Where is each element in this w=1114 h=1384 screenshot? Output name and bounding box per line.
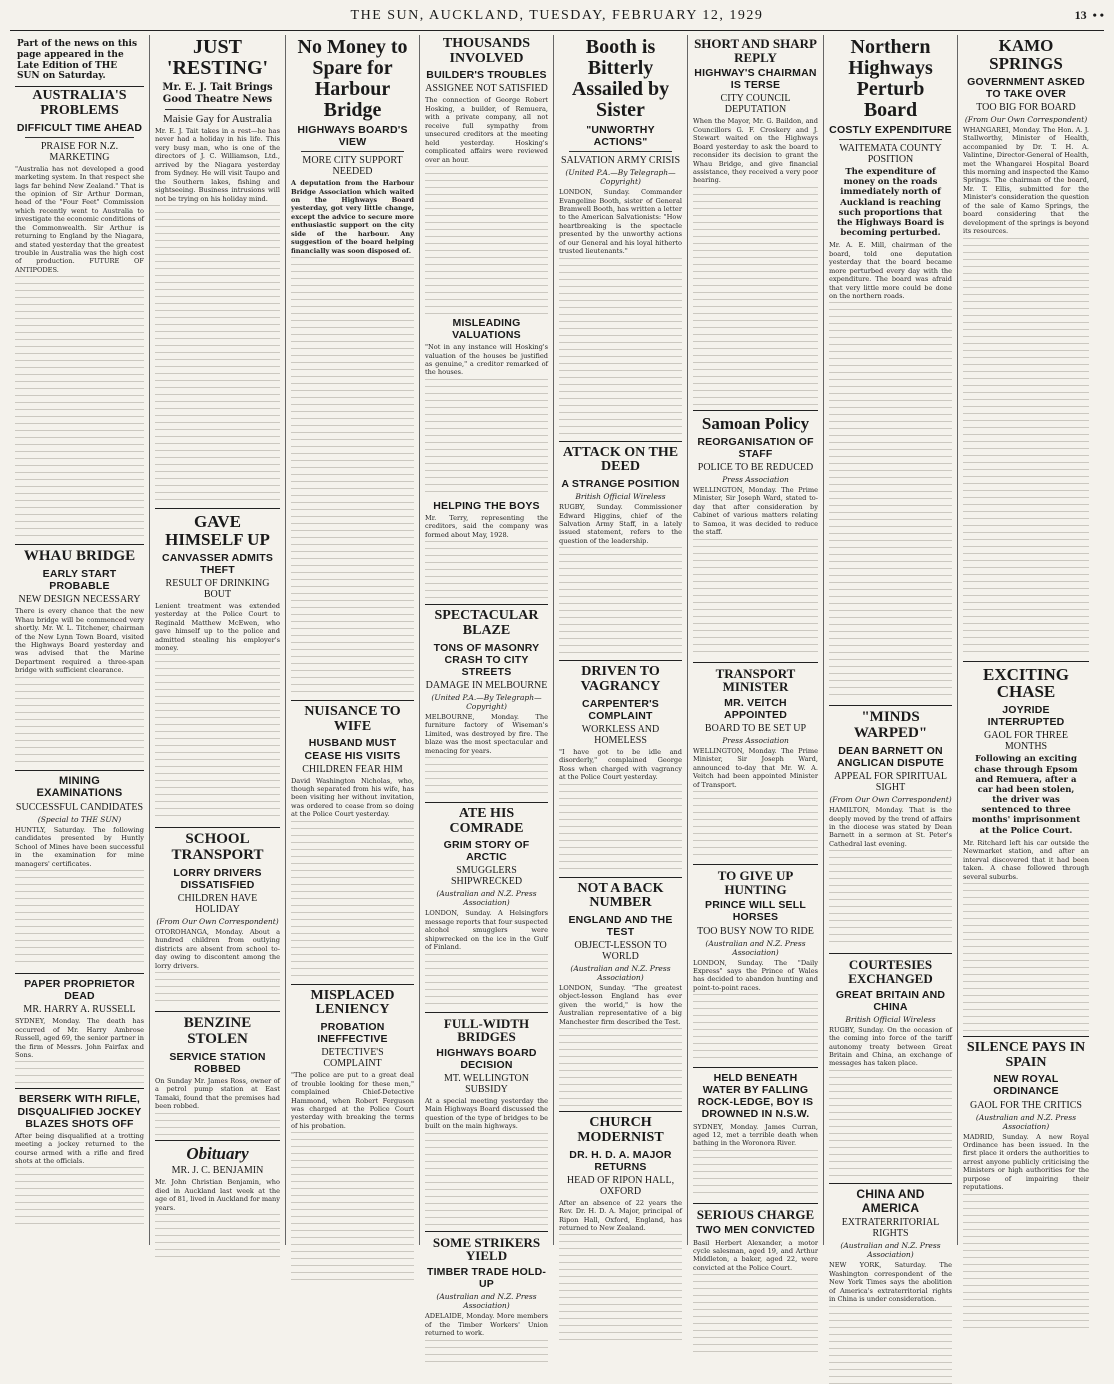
subheadline-2: PRAISE FOR N.Z. MARKETING	[40, 140, 119, 163]
article-booth-assailed	[559, 37, 682, 436]
article-body: RUGBY, Sunday. On the occasion of the coming into force of the tariff autonomy treaty between Great Britain and China, an exchange of messages has taken place.	[829, 1025, 952, 1068]
article-body: Mr. E. J. Tait takes in a rest—he has never had a holiday in his life. This very busy man, who is one of the directors of J. C. Williamson, Ltd., arrived by the Niagara yesterday from Sydney. He will visit Taupo and the Southern lakes, fishing and sightseeing. Business intrusions will not be trying on his holiday mind.	[155, 127, 280, 203]
article-china-america	[829, 1188, 952, 1384]
headline: Booth is Bitterly Assailed by Sister	[571, 36, 670, 121]
article-driven-to-vagrancy	[559, 665, 682, 871]
headline: BENZINE STOLEN	[183, 1015, 252, 1047]
column-8	[958, 35, 1094, 1245]
late-edition-notice: Part of the news on this page appeared in the Late Edition of THE SUN on Saturday.	[15, 35, 144, 87]
subheadline: LORRY DRIVERS DISSATISFIED	[173, 866, 262, 891]
subheadline: GOVERNMENT ASKED TO TAKE OVER	[967, 75, 1085, 100]
subheadline: TIMBER TRADE HOLD-UP	[426, 1266, 547, 1291]
subheadline-2: GAOL FOR THREE MONTHS	[984, 730, 1068, 753]
article-body: Mr. A. E. Mill, chairman of the board, told one deputation yesterday that the board became more perturbed every day with the expenditure. The board was afraid that very little more could be done on the northern roads.	[829, 241, 952, 300]
article-ate-his-comrade	[425, 807, 548, 1007]
article-body-2: "Not in any instance will Hosking's valuation of the houses be justified as genuine," a creditor remarked of the houses.	[425, 343, 548, 377]
article-body: David Washington Nicholas, who, though separated from his wife, has been visiting her without invitation, was ordered to cease from so doing at the Police Court yesterday.	[291, 776, 414, 819]
article-body: WELLINGTON, Monday. The Prime Minister, Sir Joseph Ward, stated to-day that after consideration by Cabinet of various matters relating to Samoa, it was decided to reduce the staff.	[693, 485, 818, 537]
columns	[10, 35, 1104, 1338]
article-body: MELBOURNE, Monday. The furniture factory of Wiseman's Limited, was destroyed by fire. The blaze was the most spectacular and menacing for years.	[425, 712, 548, 755]
column-1	[10, 35, 150, 1245]
credit: (United P.A.—By Telegraph—Copyright)	[565, 168, 676, 187]
article-spectacular-blaze	[425, 609, 548, 797]
article-obituary	[155, 1145, 280, 1263]
headline: TRANSPORT MINISTER	[715, 665, 796, 695]
article-harbour-bridge	[291, 37, 414, 695]
article-some-strikers-yield	[425, 1236, 548, 1368]
article-text-continued	[15, 274, 144, 539]
article-body: HAMILTON, Monday. That is the deeply moved by the trend of affairs in the diocese was stated by Dean Barnett in a sermon at St. Peter's Cathedral last evening.	[829, 806, 952, 848]
page-number: 13 • •	[1074, 8, 1104, 22]
article-text-continued	[829, 300, 952, 700]
headline: KAMO SPRINGS	[989, 36, 1063, 73]
article-body: Mr. John Christian Benjamin, who died in Auckland last week at the age of 81, lived in Auckland for many years.	[155, 1178, 280, 1212]
article-not-a-back-number	[559, 882, 682, 1107]
headline: GAVE HIMSELF UP	[165, 511, 270, 549]
credit: (Australian and N.Z. Press Association)	[840, 1241, 941, 1260]
subheadline: HIGHWAYS BOARD DECISION	[436, 1046, 537, 1071]
subheadline: DEAN BARNETT ON ANGLICAN DISPUTE	[836, 744, 945, 769]
subheadline: MR. VEITCH APPOINTED	[723, 696, 788, 721]
article-minds-warped	[829, 710, 952, 948]
article-just-resting	[155, 37, 280, 503]
article-samoan-policy	[693, 415, 818, 657]
article-body: OTOROHANGA, Monday. About a hundred children from outlying districts are absent from school to-day owing to discontent among the lorry drivers.	[155, 928, 280, 970]
dek: Mr. E. J. Tait Brings Good Theatre News	[162, 82, 273, 105]
column-2	[150, 35, 286, 1245]
subheadline: HIGHWAYS BOARD'S VIEW	[297, 124, 408, 149]
article-nuisance-to-wife	[291, 705, 414, 979]
headline: WHAU BRIDGE	[23, 548, 136, 565]
article-body: After an absence of 22 years the Rev. Dr. H. D. A. Major, principal of Ripon Hall, Oxford, England, has returned to New Zealand.	[559, 1198, 682, 1232]
subheadline: GRIM STORY OF ARCTIC	[443, 839, 530, 864]
credit: (From Our Own Correspondent)	[156, 917, 279, 926]
credit: (Australian and N.Z. Press Association)	[570, 964, 671, 982]
article-body: WHANGAREI, Monday. The Hon. A. J. Stallworthy, Minister of Health, accompanied by Dr. T. H. A. Valintine, Director-General of Health, met the Whangarei Hospital Board this morning and inspected the Kamo Springs. The chairman of the board, Mr. T. Ellis, submitted for the Minister's consideration the question of the sale of Kamo Springs, the board considering that the development of the springs is beyond its resources.	[963, 125, 1089, 236]
article-body: On Sunday Mr. James Ross, owner of a petrol pump station at East Tamaki, found that the premises had been robbed.	[155, 1076, 280, 1111]
masthead-title: THE SUN, AUCKLAND, TUESDAY, FEBRUARY 12, 1929	[350, 8, 764, 23]
article-text-continued	[693, 1148, 818, 1198]
subheadline: Maisie Gay for Australia	[162, 113, 273, 125]
article-paper-proprietor	[15, 978, 144, 1083]
headline: EXCITING CHASE	[983, 664, 1069, 702]
masthead	[10, 8, 1104, 31]
column-4	[420, 35, 554, 1338]
subheadline-2: DETECTIVE'S COMPLAINT	[321, 1047, 384, 1070]
column-3	[286, 35, 420, 1245]
article-gave-himself-up	[155, 513, 280, 822]
subheadline: MR. J. C. BENJAMIN	[171, 1165, 264, 1177]
subheadline: PROBATION INEFFECTIVE	[317, 1021, 388, 1046]
headline: ATTACK ON THE DEED	[562, 444, 679, 475]
subheadline-2: CITY COUNCIL DEPUTATION	[720, 93, 791, 116]
subheadline: SUCCESSFUL CANDIDATES	[15, 801, 144, 813]
article-body: The connection of George Robert Hosking, a builder, of Remuera, with a private company, all not receive full sympathy from unsecured creditors at the meeting held yesterday. Hosking's complicated affairs were reviewed over an hour.	[425, 96, 548, 164]
article-courtesies-exchanged	[829, 958, 952, 1178]
subheadline-2: TOO BUSY NOW TO RIDE	[697, 925, 814, 937]
article-give-up-hunting	[693, 869, 818, 1062]
article-text-continued	[155, 1111, 280, 1135]
article-text-continued	[425, 755, 548, 797]
article-short-sharp-reply	[693, 37, 818, 405]
article-attack-on-deed	[559, 446, 682, 656]
article-text-continued	[559, 1232, 682, 1342]
article-text-continued	[559, 256, 682, 436]
article-text-continued	[693, 789, 818, 859]
headline: JUST 'RESTING'	[166, 36, 269, 79]
article-text-continued	[829, 848, 952, 948]
credit: (Australian and N.Z. Press Association)	[975, 1112, 1077, 1131]
article-boy-drowned	[693, 1072, 818, 1198]
subheadline: "UNWORTHY ACTIONS"	[586, 124, 655, 149]
headline: AUSTRALIA'S PROBLEMS	[32, 88, 127, 118]
subheadline: EXTRATERRITORIAL RIGHTS	[841, 1217, 940, 1240]
article-body: "Australia has not developed a good marketing system. In that respect she lags far behind New Zealand." That is the opinion of Sir Arthur Dorman, head of the "Four Feet" Commission which recently went to Australia to investigate the economic conditions of the Commonwealth. Sir Arthur is returning to England by the Niagara, and stated yesterday that the greatest trouble in Australia was the high cost of production. FUTURE OF ANTIPODES.	[15, 164, 144, 274]
crosshead-2: HELPING THE BOYS	[433, 499, 540, 512]
subheadline-2: OBJECT-LESSON TO WORLD	[574, 940, 667, 962]
article-text-continued	[291, 1130, 414, 1280]
page-marks: • •	[1092, 8, 1104, 22]
article-body: "The police are put to a great deal of trouble looking for these men," complained Chief-Detective Hammond, when Robert Ferguson was charged at the Police Court yesterday with breaking the terms of his probation.	[291, 1071, 414, 1130]
article-body: Lenient treatment was extended yesterday at the Police Court to Reginald Matthew McEwen, who gave himself up to the police and admitted stealing his employer's money.	[155, 601, 280, 652]
article-body-3: Mr. Terry, representing the creditors, said the company was formed about May, 1928.	[425, 513, 548, 539]
subheadline: NEW ROYAL ORDINANCE	[993, 1073, 1059, 1098]
article-full-width-bridges	[425, 1017, 548, 1226]
article-body: LONDON, Sunday. Commander Evangeline Booth, sister of General Bramwell Booth, has written a letter to the American Salvationists: "How heartbreaking is the spectacle presented by the unworthy actions of our General and his loyal hitherto trusted lieutenants."	[559, 188, 682, 256]
dek: The expenditure of money on the roads immediately north of Auckland is reaching such proportions that the Highways Board is becoming perturbed.	[836, 167, 945, 239]
headline: HELD BENEATH WATER BY FALLING ROCK-LEDGE, BOY IS DROWNED IN N.S.W.	[697, 1072, 814, 1121]
article-text-continued	[693, 1272, 818, 1352]
article-text-continued	[425, 1338, 548, 1368]
article-text-continued	[425, 164, 548, 314]
article-body: A deputation from the Harbour Bridge Association which waited on the Highways Board yesterday, got very little change, except the advice to secure more enthusiastic support on the city side of the harbour. Any suggestion of the board helping financially was soon disposed of.	[291, 179, 414, 255]
headline: COURTESIES EXCHANGED	[848, 957, 933, 986]
article-text-continued	[693, 185, 818, 405]
subheadline: SERVICE STATION ROBBED	[169, 1050, 266, 1075]
credit: Press Association	[722, 735, 789, 745]
headline: CHURCH MODERNIST	[577, 1115, 664, 1145]
headline: MISPLACED LENIENCY	[310, 987, 395, 1018]
headline: CHINA AND AMERICA	[856, 1186, 925, 1215]
article-body: MADRID, Sunday. A new Royal Ordinance has been issued. In the first place it orders the authorities to arrest anyone publicly criticising the Ministers or high authorities for the purpose of impairing their reputations.	[963, 1132, 1089, 1192]
article-silence-pays-spain	[963, 1041, 1089, 1332]
subheadline-2: APPEAL FOR SPIRITUAL SIGHT	[834, 771, 947, 794]
subheadline: DR. H. D. A. MAJOR RETURNS	[569, 1148, 672, 1173]
headline: SILENCE PAYS IN SPAIN	[966, 1040, 1086, 1070]
article-body: LONDON, Sunday. "The greatest object-lesson England has ever given the world," is how the Australian representative of a big Manchester firm described the Test.	[559, 984, 682, 1026]
headline: NOT A BACK NUMBER	[577, 880, 664, 911]
credit: (From Our Own Correspondent)	[829, 795, 952, 805]
article-body: After being disqualified at a trotting meeting a jockey returned to the course armed with a rifle and fired shots at the officials.	[15, 1131, 144, 1165]
article-text-continued	[963, 881, 1089, 1031]
column-6	[688, 35, 824, 1272]
subheadline-2: WORKLESS AND HOMELESS	[581, 723, 660, 746]
subheadline: DIFFICULT TIME AHEAD	[16, 121, 143, 134]
headline: THOUSANDS INVOLVED	[442, 36, 531, 66]
article-body: LONDON, Sunday. A Helsingfors message reports that four suspected alcohol smugglers were shipwrecked on the ice in the Gulf of Finland.	[425, 909, 548, 952]
credit: (Australian and N.Z. Press Association)	[436, 889, 537, 908]
subheadline-2: TOO BIG FOR BOARD	[976, 101, 1076, 113]
article-body: At a special meeting yesterday the Main Highways Board discussed the question of the type of bridges to be built on the main highways.	[425, 1097, 548, 1131]
article-text-continued	[829, 1068, 952, 1178]
subheadline: EARLY START PROBABLE	[42, 568, 117, 593]
headline: ATE HIS COMRADE	[449, 805, 524, 836]
article-text-continued	[693, 537, 818, 657]
article-text-continued	[155, 652, 280, 822]
subheadline-2: RESULT OF DRINKING BOUT	[165, 577, 270, 600]
article-body: "I have got to be idle and disorderly," complained George Ross when charged with vagrancy at the Police Court yesterday.	[559, 747, 682, 782]
headline: NUISANCE TO WIFE	[304, 704, 401, 734]
article-australia-problems	[15, 89, 144, 539]
credit: (United P.A.—By Telegraph—Copyright)	[431, 692, 542, 711]
article-text-continued	[963, 1192, 1089, 1332]
headline: No Money to Spare for Harbour Bridge	[297, 36, 408, 121]
article-body: LONDON, Sunday. The "Daily Express" says the Prince of Wales has decided to abandon hunting and point-to-point races.	[693, 958, 818, 992]
article-northern-highways	[829, 37, 952, 700]
subheadline: A STRANGE POSITION	[561, 478, 680, 490]
article-text-continued	[829, 1304, 952, 1384]
crosshead: MISLEADING VALUATIONS	[452, 316, 521, 341]
subheadline-2: DAMAGE IN MELBOURNE	[425, 679, 548, 691]
credit: (Special to THE SUN)	[37, 814, 122, 824]
subheadline-2: SMUGGLERS SHIPWRECKED	[450, 865, 523, 888]
article-text-continued	[15, 868, 144, 968]
subheadline: REORGANISATION OF STAFF	[697, 435, 814, 460]
article-transport-minister	[693, 667, 818, 860]
article-body: WELLINGTON, Monday. The Prime Minister, Sir Joseph Ward, announced to-day that Mr. W. A. Veitch had been appointed Minister of Transport.	[693, 746, 818, 789]
subheadline-2: CHILDREN HAVE HOLIDAY	[177, 893, 258, 915]
headline: TO GIVE UP HUNTING	[717, 868, 794, 897]
article-body: NEW YORK, Saturday. The Washington correspondent of the New York Times says the abolition of America's extraterritorial rights in China is under consideration.	[829, 1261, 952, 1304]
headline: "MINDS WARPED"	[853, 709, 928, 742]
headline: SPECTACULAR BLAZE	[434, 608, 539, 638]
headline: SOME STRIKERS YIELD	[432, 1234, 541, 1264]
article-body: SYDNEY, Monday. James Curran, aged 12, met a terrible death when bathing in the Woronora River.	[693, 1122, 818, 1148]
article-text-continued	[291, 255, 414, 695]
article-body: Mr. Ritchard left his car outside the Newmarket station, and after an interval discovered that it had been taken. A chase followed through several suburbs.	[963, 838, 1089, 881]
article-text-continued	[425, 539, 548, 599]
article-text-continued	[425, 377, 548, 497]
credit: (Australian and N.Z. Press Association)	[705, 938, 806, 957]
headline: MINING EXAMINATIONS	[36, 774, 123, 800]
subheadline-2: MT. WELLINGTON SUBSIDY	[444, 1073, 529, 1096]
article-text-continued	[559, 1026, 682, 1106]
article-text-continued	[425, 952, 548, 1007]
article-text-continued	[559, 545, 682, 655]
column-7	[824, 35, 958, 1304]
article-misplaced-leniency	[291, 989, 414, 1281]
article-text-continued	[693, 992, 818, 1062]
subheadline: HUSBAND MUST CEASE HIS VISITS	[304, 737, 401, 762]
headline: SERIOUS CHARGE	[696, 1206, 815, 1222]
article-berserk-rifle	[15, 1093, 144, 1225]
subheadline: TWO MEN CONVICTED	[696, 1224, 815, 1237]
subheadline: PRINCE WILL SELL HORSES	[704, 899, 806, 924]
article-text-continued	[559, 782, 682, 872]
article-church-modernist	[559, 1116, 682, 1342]
article-body: HUNTLY, Saturday. The following candidates presented by Huntly School of Mines have been successful in the examination for mine managers' certificates.	[15, 825, 144, 868]
credit: Press Association	[722, 474, 789, 484]
subheadline: CANVASSER ADMITS THEFT	[161, 551, 274, 576]
article-text-continued	[155, 203, 280, 503]
headline: SCHOOL TRANSPORT	[171, 831, 264, 864]
subheadline-2: BOARD TO BE SET UP	[704, 722, 807, 734]
article-kamo-springs	[963, 37, 1089, 656]
subheadline: GREAT BRITAIN AND CHINA	[835, 988, 946, 1013]
article-body: ADELAIDE, Monday. More members of the Timber Workers' Union returned to work.	[425, 1312, 548, 1338]
headline: SHORT AND SHARP REPLY	[694, 36, 817, 65]
article-body: There is every chance that the new Whau bridge will be commenced very shortly. Mr. W. L. Titchener, chairman of the New Lynn Town Board, visited the Highways Board yesterday and was advised that the Marine Department required a three-span bridge with sufficient clearance.	[15, 607, 144, 675]
subheadline: TONS OF MASONRY CRASH TO CITY STREETS	[433, 641, 540, 678]
article-text-continued	[15, 1059, 144, 1083]
subheadline-2: HEAD OF RIPON HALL, OXFORD	[566, 1174, 675, 1197]
dek: Following an exciting chase through Epsom and Remuera, after a car had been stolen, the driver was sentenced to three months' imprisonment at the Police Court.	[971, 754, 1081, 836]
subheadline: COSTLY EXPENDITURE	[829, 124, 952, 136]
subheadline: BUILDER'S TROUBLES	[426, 69, 547, 82]
article-text-continued	[291, 819, 414, 979]
headline: DRIVEN TO VAGRANCY	[580, 664, 661, 694]
article-school-transport	[155, 832, 280, 1006]
subheadline-2: ASSIGNEE NOT SATISFIED	[425, 83, 548, 95]
subheadline-2: CHILDREN FEAR HIM	[302, 763, 403, 775]
article-text-continued	[15, 1165, 144, 1225]
column-5	[554, 35, 688, 1245]
subheadline-2: MORE CITY SUPPORT NEEDED	[302, 155, 403, 178]
subheadline: CARPENTER'S COMPLAINT	[581, 697, 660, 722]
subheadline: MR. HARRY A. RUSSELL	[23, 1004, 136, 1016]
article-text-continued	[155, 970, 280, 1006]
article-body: Basil Herbert Alexander, a motor cycle salesman, aged 19, and Arthur Middleton, a baker, aged 22, were convicted at the Police Court.	[693, 1238, 818, 1272]
subheadline-2: NEW DESIGN NECESSARY	[18, 594, 141, 606]
headline: PAPER PROPRIETOR DEAD	[24, 978, 135, 1003]
article-text-continued	[425, 1131, 548, 1226]
subheadline: HIGHWAY'S CHAIRMAN IS TERSE	[694, 67, 817, 92]
credit: (From Our Own Correspondent)	[964, 114, 1088, 124]
subheadline-2: SALVATION ARMY CRISIS	[560, 155, 681, 167]
headline: Northern Highways Perturb Board	[848, 36, 933, 121]
article-exciting-chase	[963, 666, 1089, 1032]
subheadline-2: POLICE TO BE REDUCED	[697, 461, 814, 473]
article-body: RUGBY, Sunday. Commissioner Edward Higgins, chief of the Salvation Army Staff, in a lately issued statement, refers to the question of the leadership.	[559, 503, 682, 545]
headline: Obituary	[186, 1143, 249, 1163]
article-text-continued	[155, 1212, 280, 1262]
subheadline-2: WAITEMATA COUNTY POSITION	[839, 143, 942, 166]
credit: British Official Wireless	[845, 1014, 936, 1024]
credit: British Official Wireless	[575, 492, 666, 502]
subheadline-2: GAOL FOR THE CRITICS	[970, 1099, 1082, 1111]
article-body: SYDNEY, Monday. The death has occurred of Mr. Harry Ambrose Russell, aged 69, the senior partner in the firm of Messrs. John Fairfax and Sons.	[15, 1017, 144, 1060]
headline: FULL-WIDTH BRIDGES	[443, 1015, 530, 1045]
article-body: When the Mayor, Mr. G. Baildon, and Councillors G. F. Croskery and J. Stewart waited on the Highways Board yesterday to ask the board to reconsider its decision to grant the Whau Bridge, and give financial assistance, they received a very poor hearing.	[693, 117, 818, 185]
article-serious-charge	[693, 1208, 818, 1352]
headline: Samoan Policy	[701, 413, 810, 433]
article-text-continued	[963, 236, 1089, 656]
headline: BERSERK WITH RIFLE, DISQUALIFIED JOCKEY BLAZES SHOTS OFF	[17, 1093, 142, 1130]
article-benzine-stolen	[155, 1016, 280, 1134]
article-text-continued	[15, 675, 144, 765]
subheadline: JOYRIDE INTERRUPTED	[987, 704, 1065, 729]
credit: (Australian and N.Z. Press Association)	[436, 1292, 537, 1311]
article-mining-examinations	[15, 775, 144, 968]
article-whau-bridge	[15, 549, 144, 764]
subheadline: ENGLAND AND THE TEST	[568, 913, 673, 938]
article-thousands-involved	[425, 37, 548, 599]
